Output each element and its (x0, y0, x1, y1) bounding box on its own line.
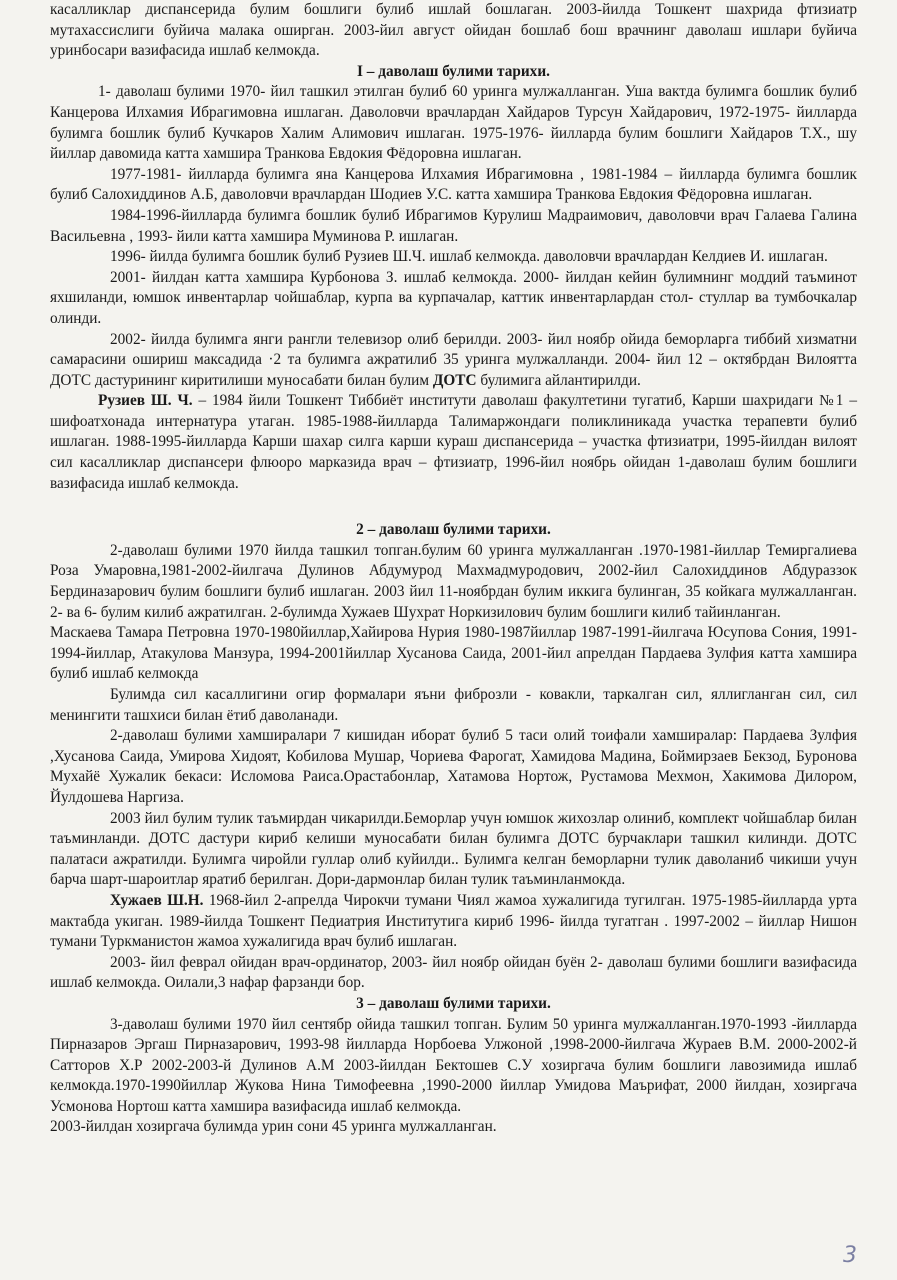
section-3-paragraph: 2003-йилдан хозиргача булимда урин сони 45 урингa мулжалланган. (50, 1118, 497, 1136)
section-1-paragraph: 2001- йилдан катта хамшира Курбонова З. ишлаб келмокда. 2000- йилдан кейин булимнинг моддий таъминот яхшиланди, юмшок инвентарлар чойшаблар, курпа ва курпачалар, каттик инвентарлардан стол- стуллар ва тумбочкалар олинди. (50, 268, 857, 327)
section-1-paragraph: 1984-1996-йилларда булимга бошлик булиб Ибрагимов Курулиш Мадраимович, даволовчи врач Галаева Галина Васильевна , 1993- йили катта хамшира Муминова Р. ишлаган. (50, 206, 857, 245)
paragraph-text: 2002- йилда булимга янги рангли телевизор олиб берилди. 2003- йил ноябр ойида беморларга тиббий хизматни самарасини ошириш максадида ·2 та булимга ажратилиб 35 урингa мулжалланди. 2004- йил 12 – октябрдан Вилоятта ДОТС дастурининг киритилиши муносабати билан булим (50, 330, 857, 389)
bio-text: – 1984 йили Тошкент Тиббиёт институти даволаш факултетини тугатиб, Карши шахридаги №1 – шифоатхонада интернатура утаган. 1985-1988-йилларда Талимаржондаги поликлиникада участка терапевти булиб ишлаган. 1988-1995-йилларда Карши шахар силга карши кураш диспансерида – участка фтизиатри, 1995-йилдан вилоят сил касалликлар диспансери флюоро марказида врач – фтизиатр, 1996-йил ноябрь ойидан 1-даволаш булим бошлиги вазифасида ишлаб келмокда. (50, 392, 858, 492)
section-2-paragraph: 2003 йил булим тулик таъмирдан чикарилди.Беморлар учун юмшок жихозлар олиниб, комплект чойшаблар билан таъминланди. ДОТС дастури кириб келиши муносабати билан булимга ДОТС бурчаклари ташкил килинди. ДОТС палатаси ажратилди. Булимга чиройли гуллар олиб куйилди.. Булимга келган беморларни тулик даволаниб чикиши учун барча шарт-шароитлар яратиб берилган. Дори-дармонлар билан тулик таъминланмокда. (50, 809, 857, 889)
section-1-paragraph (50, 330, 857, 392)
bio-name: Хужаев Ш.Н. (110, 891, 204, 909)
section-1-title: I – даволаш булими тарихи. (357, 62, 550, 80)
bio-text: 1968-йил 2-апрелда Чирокчи тумани Чиял жамоа хужалигида тугилган. 1975-1985-йилларда урта мактабда укиган. 1989-йилда Тошкент Педиатрия Институтига кириб 1996- йилда тугатган . 1997-2002 – йиллар Нишон тумани Туркманистон жамоа хужалигида врач булиб ишлаган. (50, 891, 857, 951)
section-3-title: 3 – даволаш булими тарихи. (356, 994, 551, 1012)
paragraph-text: булимига айлантирилди. (476, 371, 641, 389)
dots-bold-text: ДОТС (432, 371, 477, 389)
section-2-paragraph: Булимда сил касаллигини огир формалари яъни фиброзли - ковакли, таркалган сил, яллигланган сил, сил менингити ташхиси билан ётиб даволанади. (50, 686, 857, 724)
section-2-paragraph: Маскаева Тамара Петровна 1970-1980йиллар,Хайирова Нурия 1980-1987йиллар 1987-1991-йилгача Юсупова Сония, 1991-1994-йиллар, Атакулова Манзура, 1994-2001йиллар Хусанова Саида, 2001-йил апрелдан Пардаева Зулфия катта хамшира булиб ишлаб келмокда (50, 624, 857, 683)
section-1-bio (50, 391, 857, 494)
section-1-paragraph: 1- даволаш булими 1970- йил ташкил этилган булиб 60 урингa мулжалланган. Уша вактда булимга бошлик булиб Канцерова Илхамия Ибрагимовна ишлаган. Даволовчи врачлардан Хайдаров Турсун Хайдарович, 1972-1975- йилларда булимга бошлик булиб Кучкаров Халим Алимович ишлаган. 1975-1976- йилларда булим бошлиги Хайдаров Т.Х., шу йиллар давомида катта хамшира Транкова Евдокия Фёдоровна ишлаган. (50, 83, 857, 163)
section-1-paragraph: 1996- йилда булимга бошлик булиб Рузиев Ш.Ч. ишлаб келмокда. даволовчи врачлардан Келдиев И. ишлаган. (110, 248, 828, 266)
page-number: 3 (843, 1243, 857, 1268)
bio-name: Рузиев Ш. Ч. (98, 392, 193, 410)
section-2-paragraph: 2-даволаш булими хамширалари 7 кишидан иборат булиб 5 таси олий тоифали хамширалар: Пардаева Зулфия ,Хусанова Саида, Умирова Хидоят, Кобилова Мушар, Чориева Фарогат, Хамидова Мадина, Боймирзаев Бекзод, Буронова Мухайё Хужалик бекаси: Исломова Раиса.Орастабонлар, Хатамова Нортож, Рустамова Мехмон, Хакимова Дилором, Йулдошева Наргиза. (50, 727, 857, 806)
section-2-paragraph: 2003- йил феврал ойидан врач-ординатор, 2003- йил ноябр ойидан буён 2- даволаш булими бошлиги вазифасида ишлаб келмокда. Оилали,3 нафар фарзанди бор. (50, 953, 857, 992)
section-2-bio (50, 891, 857, 953)
section-2-title: 2 – даволаш булими тарихи. (356, 521, 551, 539)
section-1-paragraph: 1977-1981- йилларда булимга яна Канцерова Илхамия Ибрагимовна , 1981-1984 – йилларда булимга бошлик булиб Салохиддинов А.Б, даволовчи врачлардан Шодиев У.С. катта хамшира Транкова Евдокия Фёдоровна ишлаган. (50, 165, 857, 204)
intro-paragraph: касалликлар диспансерида булим бошлиги булиб ишлай бошлаган. 2003-йилда Тошкент шахрида фтизиатр мутахассислиги буйича малака оширган. 2003-йил август ойидан бошлаб бош врачнинг даволаш ишлари буйича уринбосари вазифасида ишлаб келмокда. (50, 1, 857, 60)
section-2-paragraph: 2-даволаш булими 1970 йилда ташкил топган.булим 60 урингa мулжалланган .1970-1981-йиллар Темиргалиева Роза Умаровна,1981-2002-йилгача Дулинов Абдумурод Махмадмуродович, 2002-йил Салохиддинов Абдураззок Бердиназарович булим бошлиги булиб ишлаган. 2003 йил 11-ноябрдан булим иккига булинган, 35 койкага мулжалланган. 2- ва 6- булим килиб ажратилган. 2-булимда Хужаев Шухрат Норкизилович булим бошлиги килиб тайинланган. (50, 541, 857, 621)
section-3-paragraph: 3-даволаш булими 1970 йил сентябр ойида ташкил топган. Булим 50 урингa мулжалланган.1970-1993 -йилларда Пирназаров Эргаш Пирназарович, 1993-98 йилларда Норбоева Улжоной ,1998-2000-йилгача Жураев В.М. 2000-2002-й Сатторов Х.Р 2002-2003-й Дулинов А.М 2003-йилдан Бектошев С.У хозиргача булим бошлиги лавозимида ишлаб келмокда.1970-1990йиллар Жукова Нина Тимофеевна ,1990-2000 йиллар Умидова Маърифат, 2000 йилдан, хозиргача Усмонова Нортош катта хамшира вазифасида ишлаб келмокда. (50, 1015, 857, 1115)
